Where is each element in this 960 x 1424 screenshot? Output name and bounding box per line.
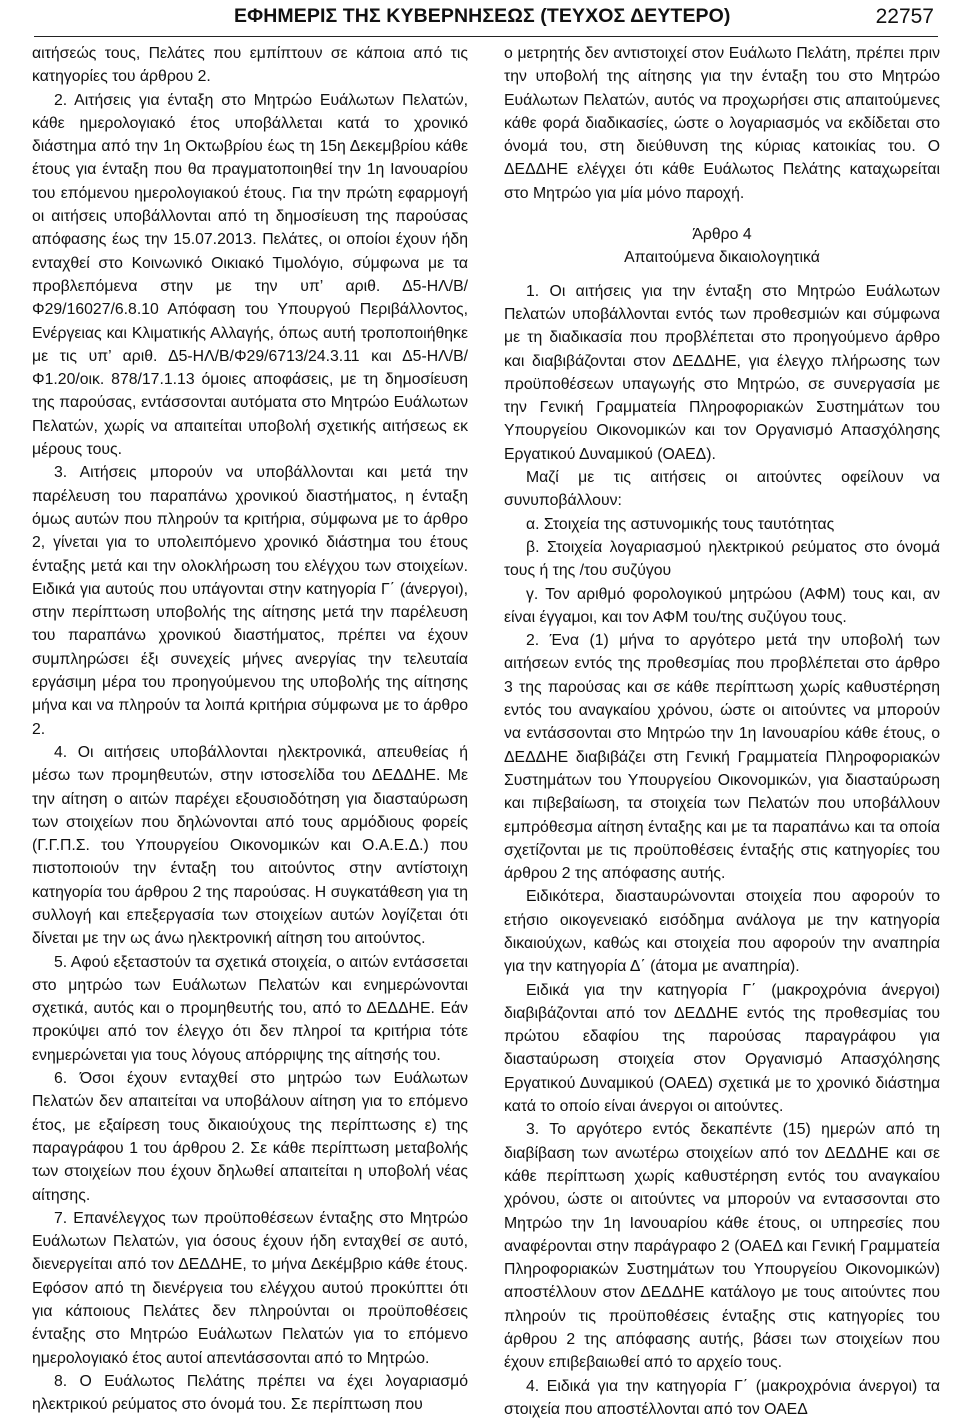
right-column (504, 42, 940, 1421)
article-number: Άρθρο 4 (692, 226, 752, 244)
paragraph: αιτήσεώς τους, Πελάτες που εμπίπτουν σε κάποια από τις κατηγορίες του άρθρου 2. (32, 45, 468, 86)
paragraph: 2. Ένα (1) μήνα το αργότερο μετά την υποβολή των αιτήσεων εντός της προθεσμίας που προβλέπεται στο άρθρο 3 της παρούσας και σε κάθε περίπτωση χωρίς καθυστέρηση εντός του αναγκαίου χρόνου, ώστε οι αιτούντες να μπορούν να εντάσσονται στο Μητρώο την 1η Ιανουαρίου κάθε έτους, ο ΔΕΔΔΗΕ διαβιβάζει στη Γενική Γραμματεία Πληροφοριακών Συστημάτων του Υπουργείου Οικονομικών, για διασταύρωση και πιβεβαίωση, τα στοιχεία των Πελατών που υποβάλλουν εμπρόθεσμα αίτηση ένταξης και με τα παραπάνω και τα οποία σχετίζονται με τις προϋποθέσεις ένταξής στις κατηγορίες του άρθρου 2 της απόφασης αυτής. (504, 632, 940, 883)
page-number: 22757 (875, 5, 934, 28)
paragraph: 4. Οι αιτήσεις υποβάλλονται ηλεκτρονικά, απευθείας ή μέσω των προμηθευτών, στην ιστοσελίδα του ΔΕΔΔΗΕ. Με την αίτηση ο αιτών παρέχει εξουσιοδότηση για διασταύρωση των στοιχείων που δηλώνονται από τους αρμόδιους φορείς (Γ.Γ.Π.Σ. του Υπουργείου Οικονομικών και Ο.Α.Ε.Δ.) που πιστοποιούν την ένταξη του αιτούντος στην αντίστοιχη κατηγορία του άρθρου 2 της παρούσας. Η συγκατάθεση για τη συλλογή και επεξεργασία των στοιχείων αυτών λογίζεται ότι δίνεται με την ως άνω ηλεκτρονική αίτηση του αιτούντος. (32, 743, 468, 948)
paragraph: 5. Αφού εξεταστούν τα σχετικά στοιχεία, ο αιτών εντάσσεται στο μητρώο των Ευάλωτων Πελατών και ενημερώνονται σχετικά, αυτός και ο προμηθευτής του, από το ΔΕΔΔΗΕ. Εάν προκύψει από τον έλεγχο ότι δεν πληροί τα κριτήρια τότε ενημερώνεται για τους λόγους απόρριψης της αίτησής του. (32, 953, 468, 1064)
paragraph: ο μετρητής δεν αντιστοιχεί στον Ευάλωτο Πελάτη, πρέπει πριν την υποβολή της αίτησης για την ένταξη του στο Μητρώο Ευάλωτων Πελατών, αυτός να προχωρήσει στις απαιτούμενες κάθε φορά διαδικασίες, ώστε ο λογαριασμός να εκδίδεται στο όνομά του, στη διεύθυνση της κύριας κατοικίας του. Ο ΔΕΔΔΗΕ ελέγχει ότι κάθε Ευάλωτος Πελάτης καταχωρείται στο Μητρώο για μία μόνο παροχή. (504, 45, 940, 202)
paragraph: 3. Αιτήσεις μπορούν να υποβάλλονται και μετά την παρέλευση του παραπάνω χρονικού διαστήματος, η ένταξη όμως αυτών που πληρούν τα κριτήρια, σύμφωνα με το άρθρο 2, γίνεται για το υπολειπόμενο χρονικό διάστημα του έτους ένταξης μετά και την ολοκλήρωση του ελέγχου των στοιχείων. Ειδικά για αυτούς που υπάγονται στην κατηγορία Γ΄ (άνεργοι), στην περίπτωση υποβολής της αίτησης μετά την παρέλευση του παραπάνω χρονικού διαστήματος, πρέπει να έχουν συμπληρώσει έξι συνεχείς μήνες ανεργίας την τελευταία εργάσιμη μέρα του προηγούμενου της υποβολής της αίτησης μήνα και να πληρούν τα λοιπά κριτήρια σύμφωνα με το άρθρο 2. (32, 464, 468, 738)
paragraph: 4. Ειδικά για την κατηγορία Γ΄ (μακροχρόνια άνεργοι) τα στοιχεία που αποστέλλονται από τον ΟΑΕΔ (504, 1377, 940, 1418)
paragraph: Ειδικά για την κατηγορία Γ΄ (μακροχρόνια άνεργοι) διαβιβάζονται από τον ΔΕΔΔΗΕ εντός της προθεσμίας του πρώτου εδαφίου της παρούσας παραγράφου για διασταύρωση στοιχεία στον Οργανισμό Απασχόλησης Εργατικού Δυναμικού (ΟΑΕΔ) σχετικά με το χρονικό διάστημα κατά το οποίο είναι άνεργοι οι αιτούντες. (504, 981, 940, 1116)
paragraph: Ειδικότερα, διασταυρώνονται στοιχεία που αφορούν το ετήσιο οικογενειακό εισόδημα ανάλογα με την κατηγορία δικαιούχων, καθώς και στοιχεία που αφορούν την αναπηρία για την κατηγορία Δ΄ (άτομα με αναπηρία). (504, 888, 940, 976)
paragraph: 8. Ο Ευάλωτος Πελάτης πρέπει να έχει λογαριασμό ηλεκτρικού ρεύματος στο όνομά του. Σε περίπτωση που (32, 1372, 468, 1414)
paragraph: 3. Το αργότερο εντός δεκαπέντε (15) ημερών από τη διαβίβαση των ανωτέρω στοιχείων από τον ΔΕΔΔΗΕ και σε κάθε περίπτωση χωρίς καθυστέρηση εντός του αναγκαίου χρόνου, ώστε οι αιτούντες να μπορούν να εντασσονται στο Μητρώο την 1η Ιανουαρίου κάθε έτους, οι υπηρεσίες που αναφέρονται στην παράγραφο 2 (ΟΑΕΔ και Γενική Γραμματεία Πληροφοριακών Συστημάτων του Υπουργείου Οικονομικών) αποστέλλουν στον ΔΕΔΔΗΕ κατάλογο με τους αιτούντες που πληρούν τις προϋποθέσεις ένταξης στις κατηγορίες του άρθρου 2 της απόφασης αυτής, βάσει των στοιχείων που έχουν επιβεβαιωθεί από το αρχείο τους. (504, 1121, 940, 1372)
paragraph: Μαζί με τις αιτήσεις οι αιτούντες οφείλουν να συνυποβάλλουν: (504, 469, 940, 510)
left-column (32, 42, 468, 1417)
paragraph: 6. Όσοι έχουν ενταχθεί στο μητρώο των Ευάλωτων Πελατών δεν απαιτείται να υποβάλουν αίτηση για το επόμενο έτος, με εξαίρεση τους δικαιούχους της περίπτωσης ε) της παραγράφου 1 του άρθρου 2. Σε κάθε περίπτωση μεταβολής των στοιχείων που έχουν δηλωθεί απαιτείται η υποβολή νέας αίτησης. (32, 1070, 468, 1204)
list-item: β. Στοιχεία λογαριασμού ηλεκτρικού ρεύματος στο όνομά τους ή της /του συζύγου (504, 538, 940, 580)
paragraph: 7. Επανέλεγχος των προϋποθέσεων ένταξης στο Μητρώο Ευάλωτων Πελατών, για όσους έχουν ήδη ενταχθεί σε αυτό, διενεργείται από τον ΔΕΔΔΗΕ, το μήνα Δεκέμβριο κάθε έτους. Εφόσον από τη διενέργεια του ελέγχου αυτού προκύπτει ότι για κάποιους Πελάτες δεν πληρούνται οι προϋποθέσεις ένταξης στο Μητρώο Ευάλωτων Πελατών για το επόμενο ημερολογιακό έτος αυτοί απενtάσσονται από το Μητρώο. (32, 1209, 468, 1367)
list-item: γ. Τον αριθμό φορολογικού μητρώου (ΑΦΜ) τους και, αν είναι έγγαμοι, και τον ΑΦΜ του/της συζύγου τους. (504, 585, 940, 626)
paragraph: 1. Οι αιτήσεις για την ένταξη στο Μητρώο Ευάλωτων Πελατών υποβάλλονται εντός των προθεσμιών και σύμφωνα με τη διαδικασία που προβλέπεται στο προηγούμενο άρθρο και διαβιβάζονται στον ΔΕΔΔΗΕ, για έλεγχο πλήρωσης των προϋποθέσεων υπαγωγής στο Μητρώο, σε συνεργασία με την Γενική Γραμματεία Πληροφοριακών Συστημάτων του Υπουργείου Οικονομικών και τον Οργανισμό Απασχόλησης Εργατικού Δυναμικού (ΟΑΕΔ). (504, 282, 940, 463)
gazette-title: ΕΦΗΜΕΡΙΣ ΤΗΣ ΚΥΒΕΡΝΗΣΕΩΣ (ΤΕΥΧΟΣ ΔΕΥΤΕΡΟ) (234, 5, 731, 27)
paragraph: 2. Αιτήσεις για ένταξη στο Μητρώο Ευάλωτων Πελατών, κάθε ημερολογιακό έτος υποβάλλεται κατά το χρονικό διάστημα από την 1η Οκτωβρίου έως τη 15η Δεκεμβρίου κάθε έτους για ένταξη που θα πραγματοποιηθεί την 1η Ιανουαρίου του επόμενου ημερολογιακού έτους. Για την πρώτη εφαρμογή οι αιτήσεις υποβάλλονται από τη δημοσίευση της παρούσας απόφασης έως την 15.07.2013. Πελάτες, οι οποίοι έχουν ήδη ενταχθεί στο Κοινωνικό Οικιακό Τιμολόγιο, σύμφωνα με τα προβλεπόμενα στην με την υπ’ αριθ. Δ5-ΗΛ/Β/Φ29/16027/6.8.10 Απόφαση του Υπουργού Περιβάλλοντος, Ενέργειας και Κλιματικής Αλλαγής, όπως αυτή τροποποιήθηκε με τις υπ’ αριθ. Δ5-ΗΛ/Β/Φ29/6713/24.3.11 και Δ5-ΗΛ/Β/Φ1.20/οικ. 878/17.1.13 όμοιες αποφάσεις, με τη δημοσίευση της παρούσας, εντάσσονται αυτόματα στο Μητρώο Ευάλωτων Πελατών, χωρίς να απαιτείται υποβολή σχετικής αιτήσεως εκ μέρους τους. (32, 91, 468, 459)
list-item: α. Στοιχεία της αστυνομικής τους ταυτότητας (526, 515, 835, 533)
gazette-header (34, 2, 938, 37)
article-title: Απαιτούμενα δικαιολογητικά (624, 249, 820, 267)
